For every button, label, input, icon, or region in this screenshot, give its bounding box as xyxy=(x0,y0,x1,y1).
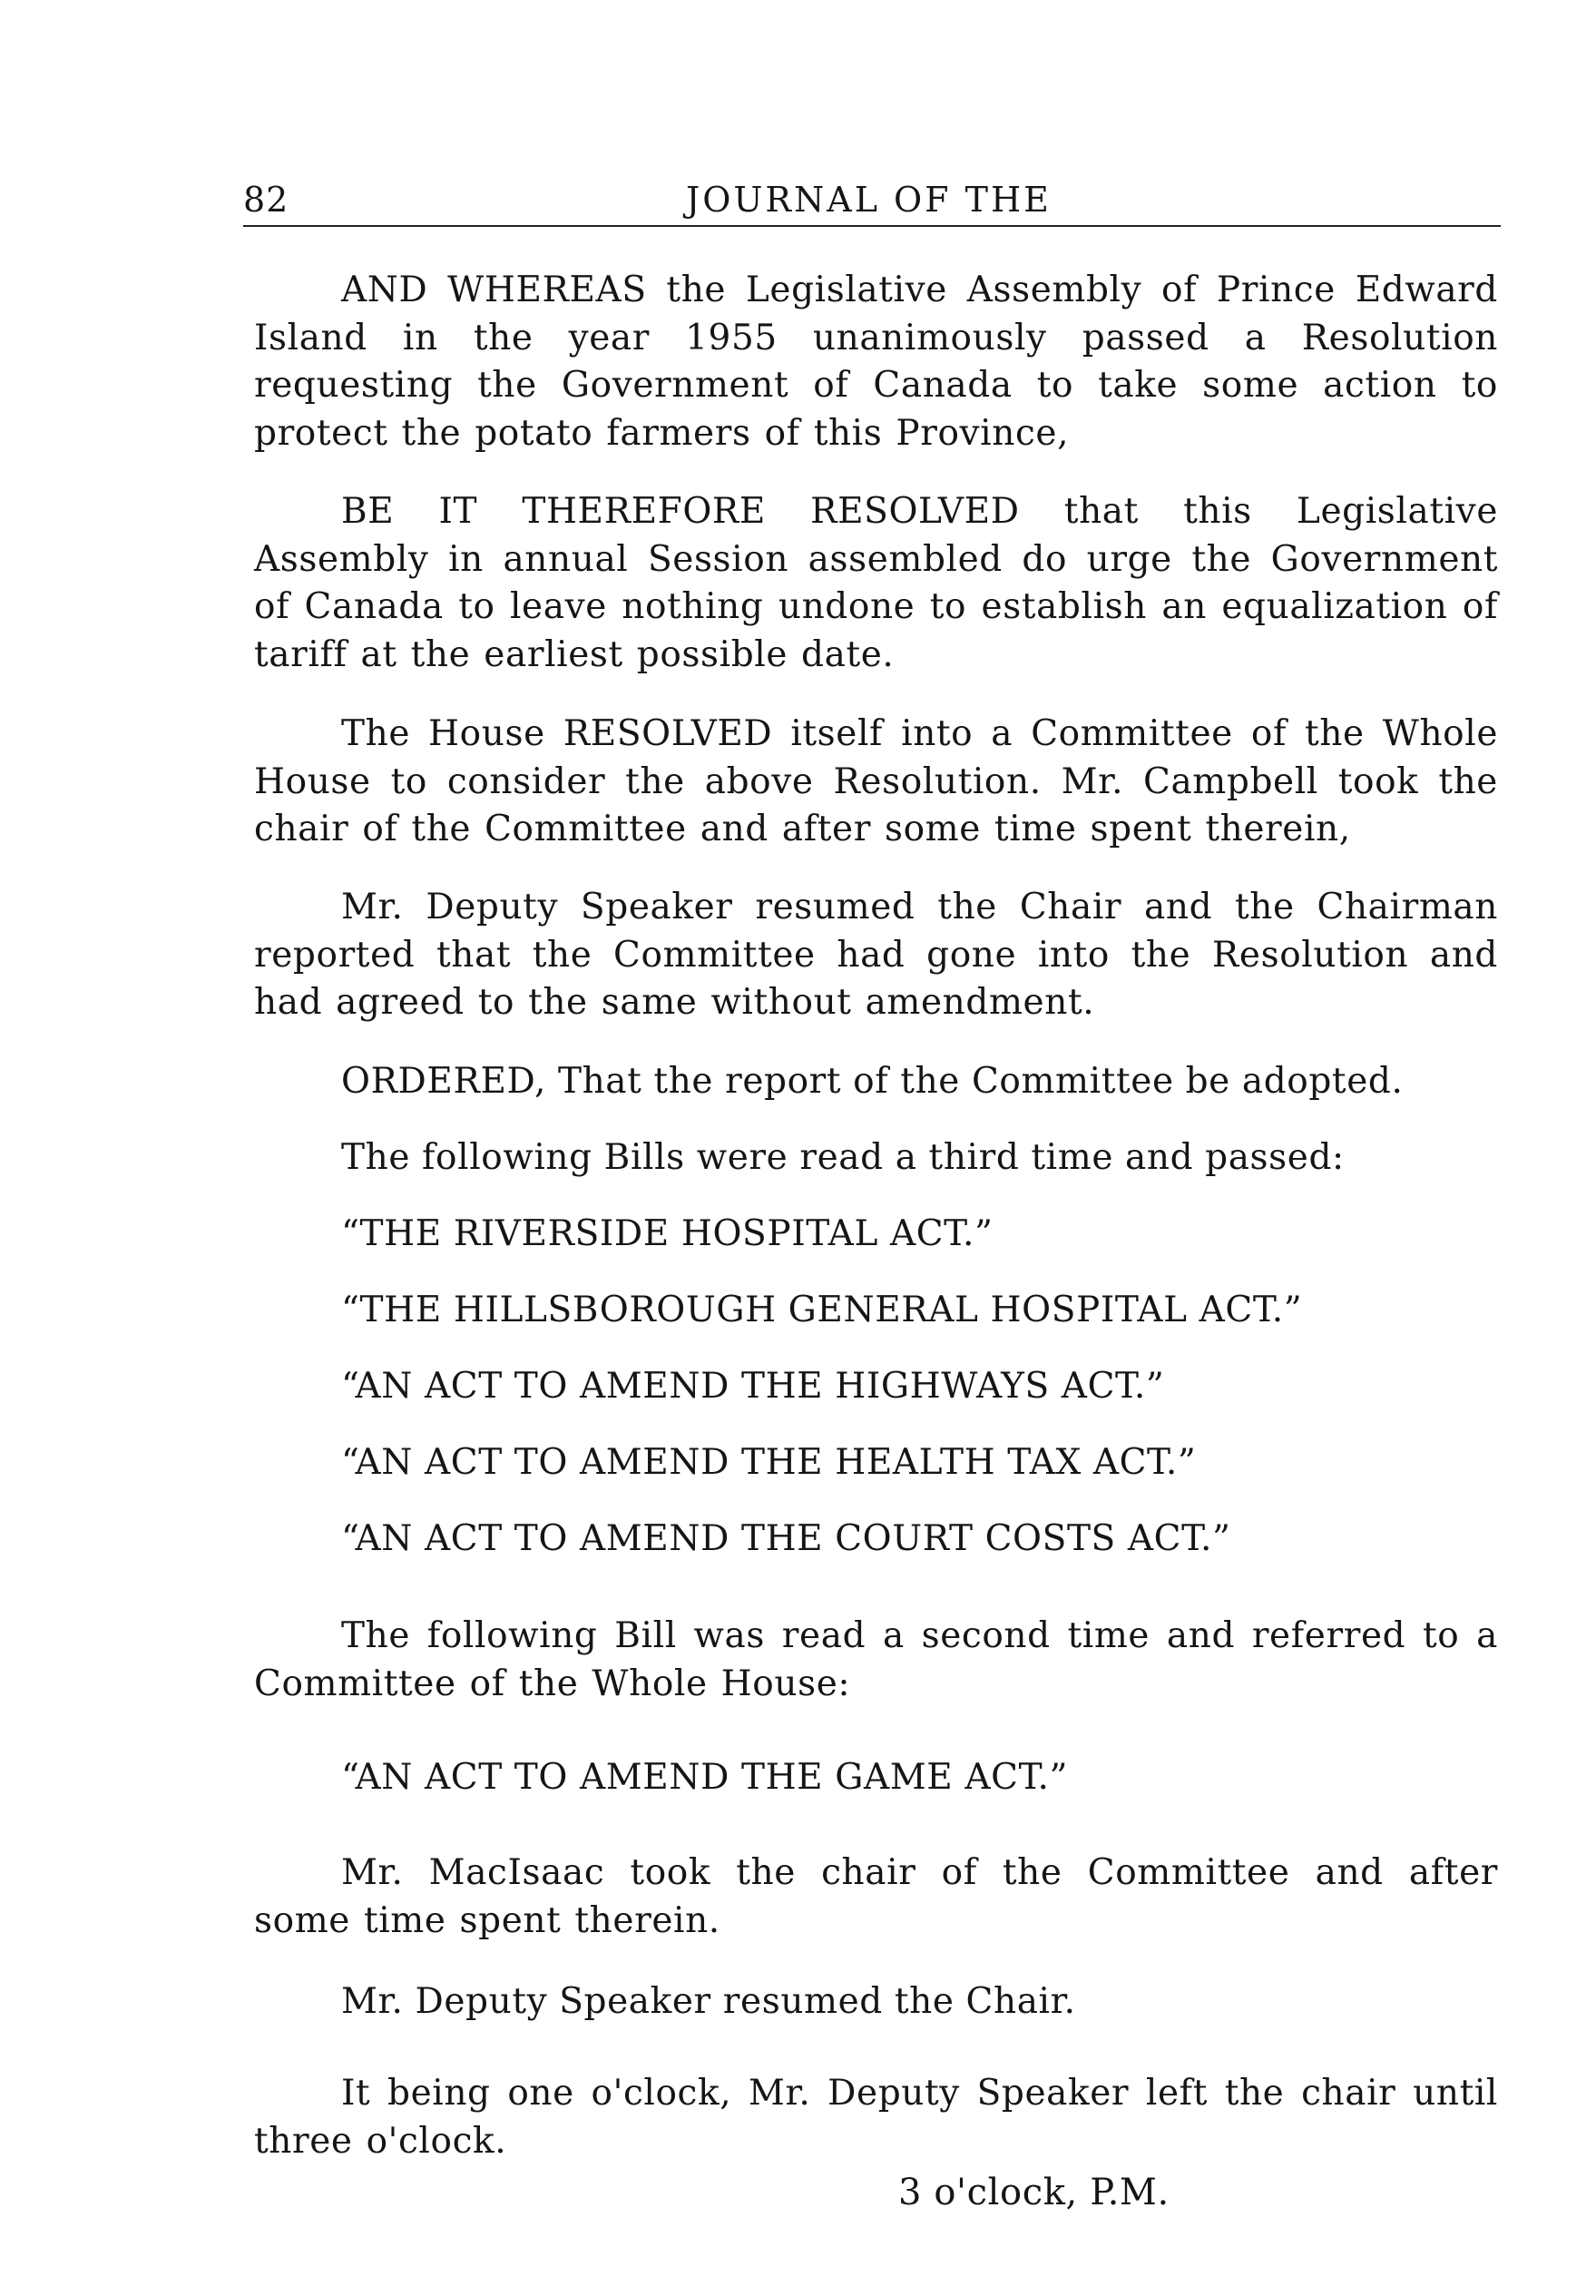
page-header xyxy=(243,178,1501,227)
paragraph-chairman-reported: Mr. Deputy Speaker resumed the Chair and the Chairman reported that the Committee had gone into the Resolution and had agreed to the same without amendment. xyxy=(254,887,1498,1023)
paragraph-ordered: ORDERED, That the report of the Committee be adopted. xyxy=(341,1061,1404,1102)
bill-item: “AN ACT TO AMEND THE COURT COSTS ACT.” xyxy=(341,1518,1231,1559)
paragraph-second-reading-intro: The following Bill was read a second time and referred to a Committee of the Whole House: xyxy=(254,1615,1498,1704)
bill-item: “THE RIVERSIDE HOSPITAL ACT.” xyxy=(341,1213,994,1254)
paragraph-third-reading-intro: The following Bills were read a third time and passed: xyxy=(341,1137,1345,1178)
page-number: 82 xyxy=(243,180,289,220)
paragraph-macisaac-chair: Mr. MacIsaac took the chair of the Committee and after some time spent therein. xyxy=(254,1852,1498,1941)
bill-second-reading: “AN ACT TO AMEND THE GAME ACT.” xyxy=(341,1757,1068,1798)
paragraph-resolved: BE IT THEREFORE RESOLVED that this Legislative Assembly in annual Session assembled do urge the Government of Canada to leave nothing undone to establish an equalization of tariff at the earliest possible date. xyxy=(254,491,1498,675)
paragraph-whereas: AND WHEREAS the Legislative Assembly of Prince Edward Island in the year 1955 unanimously passed a Resolution requesting the Government of Canada to take some action to protect the potato farmers of this Province, xyxy=(254,270,1498,454)
paragraph-committee-of-whole: The House RESOLVED itself into a Committee of the Whole House to consider the above Resolution. Mr. Campbell took the chair of the Committee and after some time spent therein, xyxy=(254,713,1498,849)
paragraph-one-oclock: It being one o'clock, Mr. Deputy Speaker left the chair until three o'clock. xyxy=(254,2073,1498,2162)
timestamp-three-oclock: 3 o'clock, P.M. xyxy=(898,2172,1170,2213)
bill-item: “THE HILLSBOROUGH GENERAL HOSPITAL ACT.” xyxy=(341,1290,1303,1330)
bill-item: “AN ACT TO AMEND THE HEALTH TAX ACT.” xyxy=(341,1442,1197,1483)
paragraph-deputy-speaker-resumed: Mr. Deputy Speaker resumed the Chair. xyxy=(341,1981,1076,2022)
running-head: JOURNAL OF THE xyxy=(686,180,1052,220)
bill-item: “AN ACT TO AMEND THE HIGHWAYS ACT.” xyxy=(341,1366,1165,1407)
